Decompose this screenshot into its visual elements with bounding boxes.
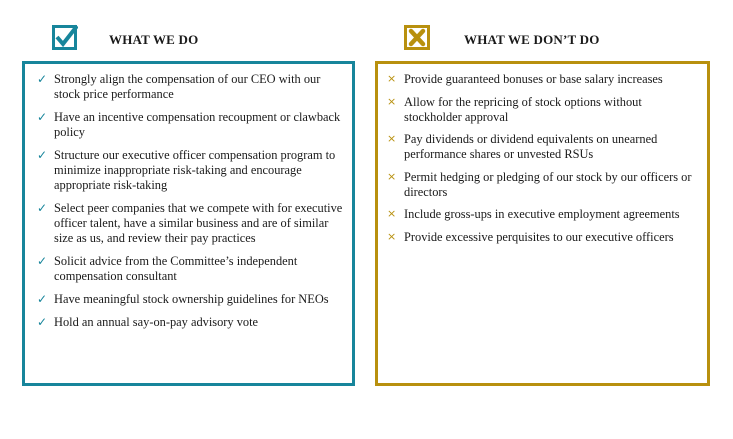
check-icon: ✓: [37, 254, 48, 268]
check-icon: ✓: [37, 110, 48, 124]
list-item: [378, 72, 701, 87]
list-item-text: Structure our executive officer compensation program to minimize inappropriate risk-taking and encourage appropriate risk-taking: [54, 148, 336, 192]
what-we-do-panel: [22, 61, 355, 386]
list-item-text: Allow for the repricing of stock options without stockholder approval: [404, 94, 642, 124]
list-item: [25, 72, 346, 102]
checkbox-x-icon: [404, 24, 430, 50]
checkbox-check-icon: [52, 24, 78, 50]
list-item-text: Pay dividends or dividend equivalents on unearned performance shares or unvested RSUs: [404, 132, 658, 161]
list-item: [378, 95, 701, 125]
list-item-text: Permit hedging or pledging of our stock by our officers or directors: [404, 169, 692, 199]
list-item-text: Have an incentive compensation recoupment or clawback policy: [54, 110, 341, 139]
what-we-do-title: WHAT WE DO: [109, 32, 199, 47]
list-item-text: Solicit advice from the Committee’s independent compensation consultant: [54, 254, 298, 283]
check-icon: ✓: [37, 292, 48, 306]
check-icon: ✓: [37, 201, 48, 215]
list-item: [378, 170, 701, 200]
list-item: [25, 201, 346, 246]
what-we-dont-do-panel: [375, 61, 710, 386]
list-item: [25, 292, 346, 307]
list-item: [378, 230, 701, 245]
list-item: [378, 207, 701, 222]
list-item-text: Strongly align the compensation of our CEO with our stock price performance: [54, 72, 321, 101]
list-item-text: Select peer companies that we compete with for executive officer talent, have a similar business and are of similar size as us, and review their pay practices: [54, 201, 343, 245]
x-icon: ×: [387, 207, 397, 220]
x-icon: ×: [387, 132, 397, 145]
check-icon: ✓: [37, 315, 48, 329]
what-we-dont-do-list: [378, 64, 707, 245]
list-item-text: Hold an annual say-on-pay advisory vote: [54, 315, 259, 329]
x-icon: ×: [387, 94, 397, 108]
list-item: [25, 148, 346, 193]
what-we-do-list: [25, 64, 352, 330]
check-icon: ✓: [37, 72, 48, 86]
x-icon: ×: [387, 169, 397, 183]
list-item: [25, 315, 346, 330]
list-item-text: Include gross-ups in executive employment agreements: [404, 207, 680, 221]
x-icon: ×: [387, 229, 397, 243]
list-item-text: Have meaningful stock ownership guidelines for NEOs: [54, 292, 329, 306]
x-icon: ×: [387, 72, 397, 85]
list-item: [25, 254, 346, 284]
what-we-dont-do-title: WHAT WE DON’T DO: [464, 32, 600, 47]
list-item-text: Provide guaranteed bonuses or base salary increases: [404, 72, 663, 86]
list-item-text: Provide excessive perquisites to our executive officers: [404, 229, 674, 244]
list-item: [378, 132, 701, 162]
list-item: [25, 110, 346, 140]
check-icon: ✓: [37, 148, 48, 162]
